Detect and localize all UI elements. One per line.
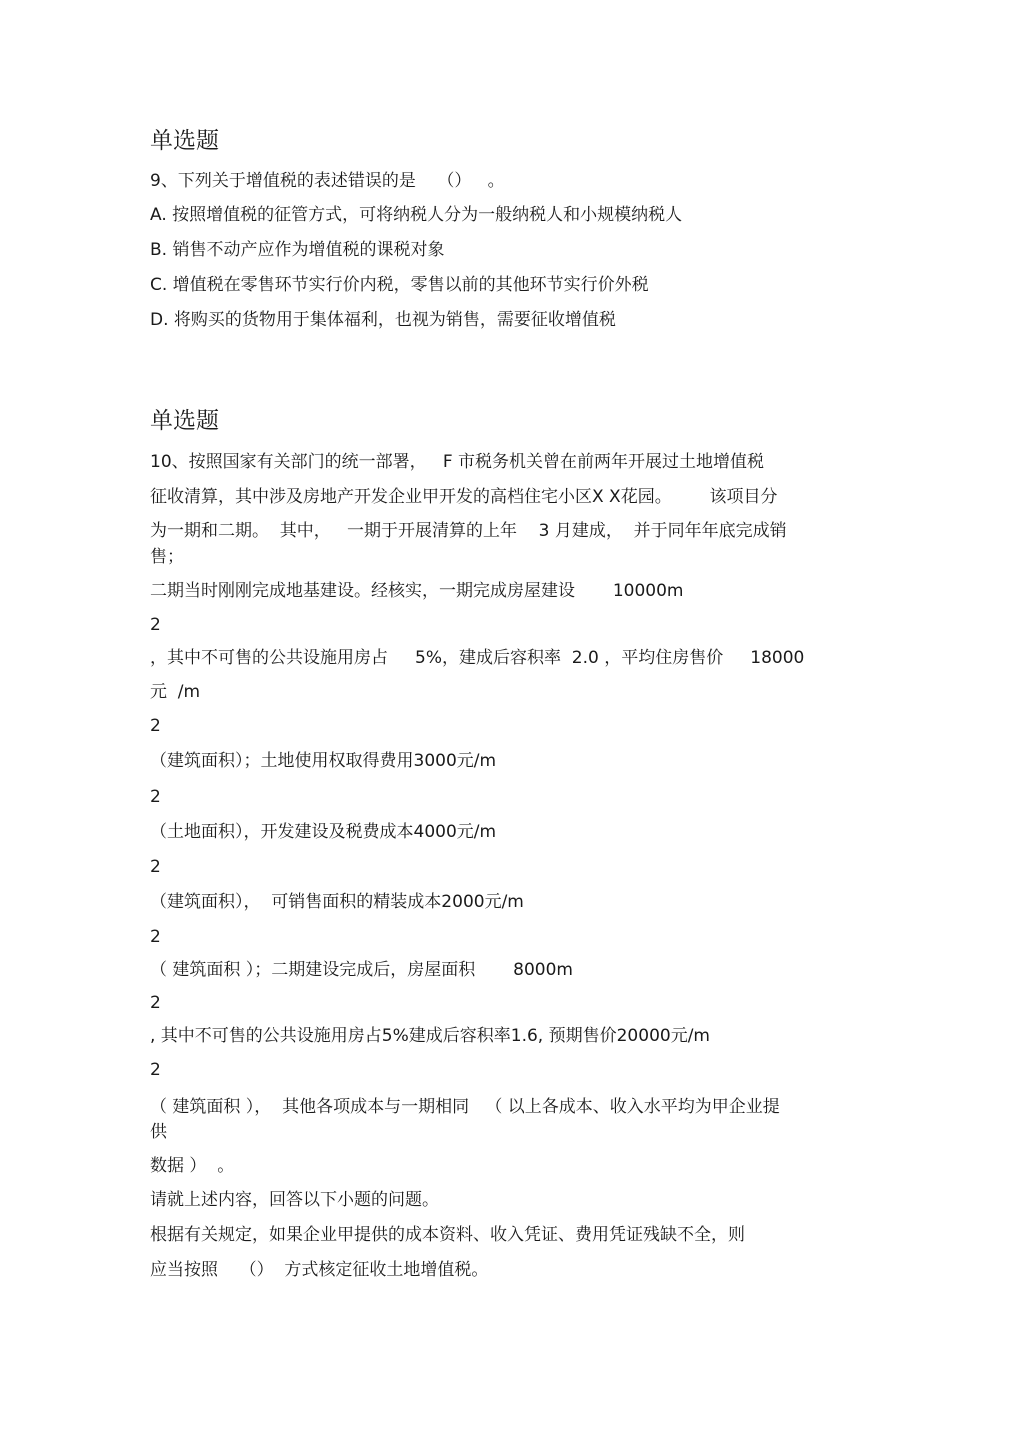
passage-line: （土地面积），开发建设及税费成本4000元/m bbox=[150, 822, 497, 842]
passage-line: , 其中不可售的公共设施用房占5%建成后容积率1.6, 预期售价20000元/m bbox=[150, 1026, 710, 1046]
passage-line: （ 建筑面积 ）；二期建设完成后，房屋面积 8000m bbox=[150, 960, 573, 980]
option-c: C. 增值税在零售环节实行价内税，零售以前的其他环节实行价外税 bbox=[150, 275, 649, 295]
passage-line: 请就上述内容，回答以下小题的问题。 bbox=[150, 1190, 439, 1210]
superscript-line: 2 bbox=[150, 993, 161, 1013]
question-stem: 9、下列关于增值税的表述错误的是 （） 。 bbox=[150, 171, 505, 191]
passage-line: 数据 ） 。 bbox=[150, 1156, 235, 1176]
option-a: A. 按照增值税的征管方式，可将纳税人分为一般纳税人和小规模纳税人 bbox=[150, 205, 683, 225]
superscript-line: 2 bbox=[150, 716, 161, 736]
option-b: B. 销售不动产应作为增值税的课税对象 bbox=[150, 240, 445, 260]
superscript-line: 2 bbox=[150, 857, 161, 877]
passage-line: 售； bbox=[150, 547, 184, 567]
superscript-line: 2 bbox=[150, 615, 161, 635]
option-d: D. 将购买的货物用于集体福利，也视为销售，需要征收增值税 bbox=[150, 310, 616, 330]
superscript-line: 2 bbox=[150, 1060, 161, 1080]
passage-line: 征收清算，其中涉及房地产开发企业甲开发的高档住宅小区X X花园。 该项目分 bbox=[150, 487, 778, 507]
passage-line: 10、按照国家有关部门的统一部署， F 市税务机关曾在前两年开展过土地增值税 bbox=[150, 452, 765, 472]
passage-line: 根据有关规定，如果企业甲提供的成本资料、收入凭证、费用凭证残缺不全，则 bbox=[150, 1225, 745, 1245]
passage-line: 供 bbox=[150, 1122, 167, 1142]
passage-line: 元 /m bbox=[150, 682, 201, 702]
passage-line: （建筑面积）， 可销售面积的精装成本2000元/m bbox=[150, 892, 524, 912]
passage-line: 为一期和二期。 其中， 一期于开展清算的上年 3 月建成， 并于同年年底完成销 bbox=[150, 521, 787, 541]
passage-line: （建筑面积）；土地使用权取得费用3000元/m bbox=[150, 751, 497, 771]
section-heading: 单选题 bbox=[150, 408, 219, 434]
passage-line: 应当按照 （） 方式核定征收土地增值税。 bbox=[150, 1260, 489, 1280]
passage-line: （ 建筑面积 ）， 其他各项成本与一期相同 （ 以上各成本、收入水平均为甲企业提 bbox=[150, 1097, 780, 1117]
section-heading: 单选题 bbox=[150, 128, 219, 154]
superscript-line: 2 bbox=[150, 787, 161, 807]
passage-line: 二期当时刚刚完成地基建设。经核实，一期完成房屋建设 10000m bbox=[150, 581, 684, 601]
superscript-line: 2 bbox=[150, 927, 161, 947]
passage-line: ，其中不可售的公共设施用房占 5%，建成后容积率 2.0 ，平均住房售价 18000 bbox=[150, 648, 805, 668]
